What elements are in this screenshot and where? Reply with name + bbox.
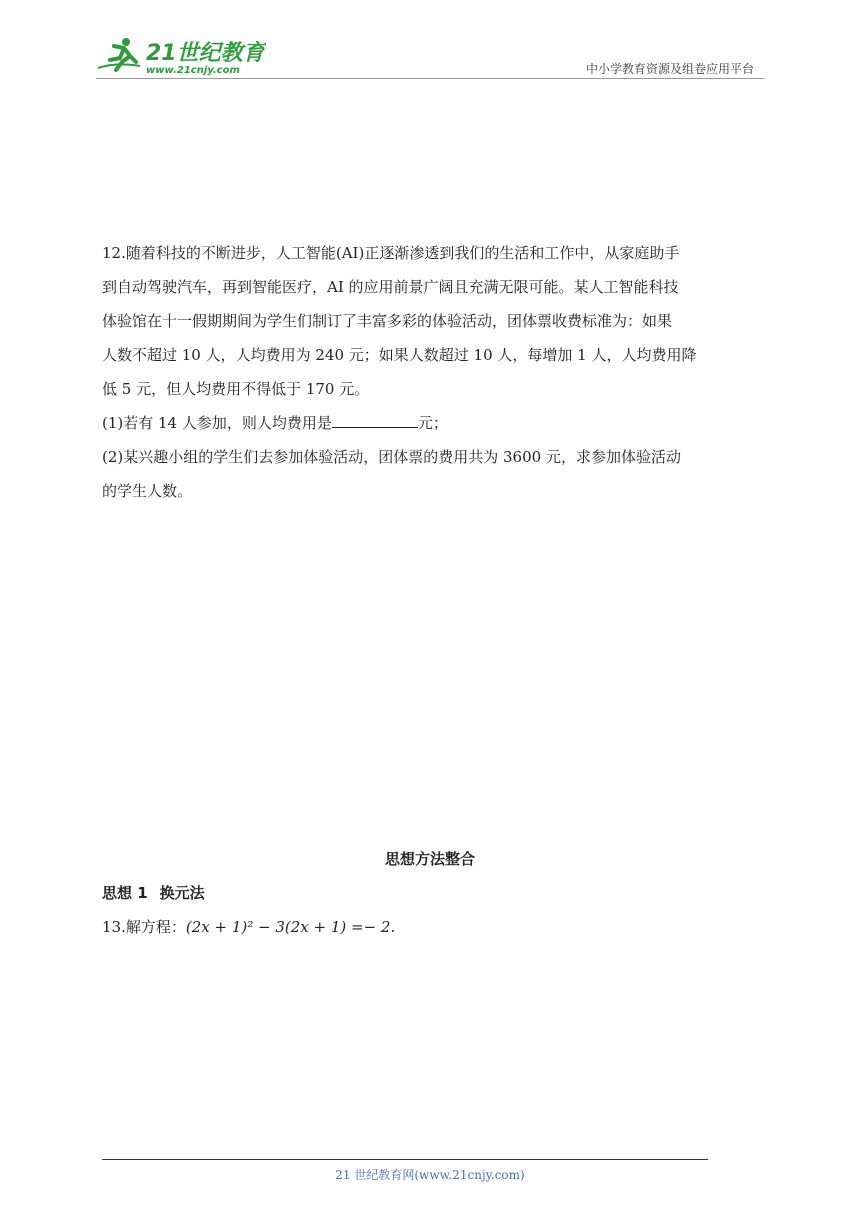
idea-heading — [102, 882, 205, 903]
question-12 — [102, 236, 762, 508]
q12-line: 体验馆在十一假期期间为学生们制订了丰富多彩的体验活动，团体票收费标准为：如果 — [102, 312, 673, 330]
platform-name: 中小学教育资源及组卷应用平台 — [585, 62, 754, 76]
section-title: 思想方法整合 — [384, 850, 475, 868]
page-header — [96, 30, 764, 80]
footer-divider — [102, 1159, 708, 1160]
q12-line: 低 5 元，但人均费用不得低于 170 元。 — [102, 380, 370, 398]
q12-part2-line: (2)某兴趣小组的学生们去参加体验活动，团体票的费用共为 3600 元，求参加体验活动 — [102, 448, 681, 466]
header-divider — [96, 78, 764, 79]
q12-part1 — [102, 406, 762, 440]
footer-link[interactable]: 21 世纪教育网(www.21cnjy.com) — [335, 1168, 525, 1182]
q12-line: 到自动驾驶汽车，再到智能医疗，AI 的应用前景广阔且充满无限可能。某人工智能科技 — [102, 278, 679, 296]
q12-part1-prefix: (1)若有 14 人参加，则人均费用是 — [102, 414, 332, 432]
idea-name: 换元法 — [159, 884, 205, 902]
question-13 — [102, 916, 395, 937]
svg-text:21世纪教育: 21世纪教育 — [146, 41, 265, 66]
q12-part1-suffix: 元； — [417, 414, 448, 432]
site-logo — [96, 32, 266, 76]
q13-equation: (2x + 1)² − 3(2x + 1) =− 2. — [185, 918, 396, 936]
answer-blank[interactable] — [332, 411, 418, 428]
q12-line: 人数不超过 10 人，人均费用为 240 元；如果人数超过 10 人，每增加 1 人，人均费用降 — [102, 346, 697, 364]
svg-text:www.21cnjy.com: www.21cnjy.com — [146, 65, 240, 76]
q12-line: 12.随着科技的不断进步，人工智能(AI)正逐渐渗透到我们的生活和工作中，从家庭助手 — [102, 244, 680, 262]
q13-prefix: 13.解方程： — [102, 918, 186, 936]
idea-label: 思想 1 — [102, 884, 148, 902]
q12-part2-line: 的学生人数。 — [102, 482, 193, 500]
runner-icon — [98, 38, 140, 70]
